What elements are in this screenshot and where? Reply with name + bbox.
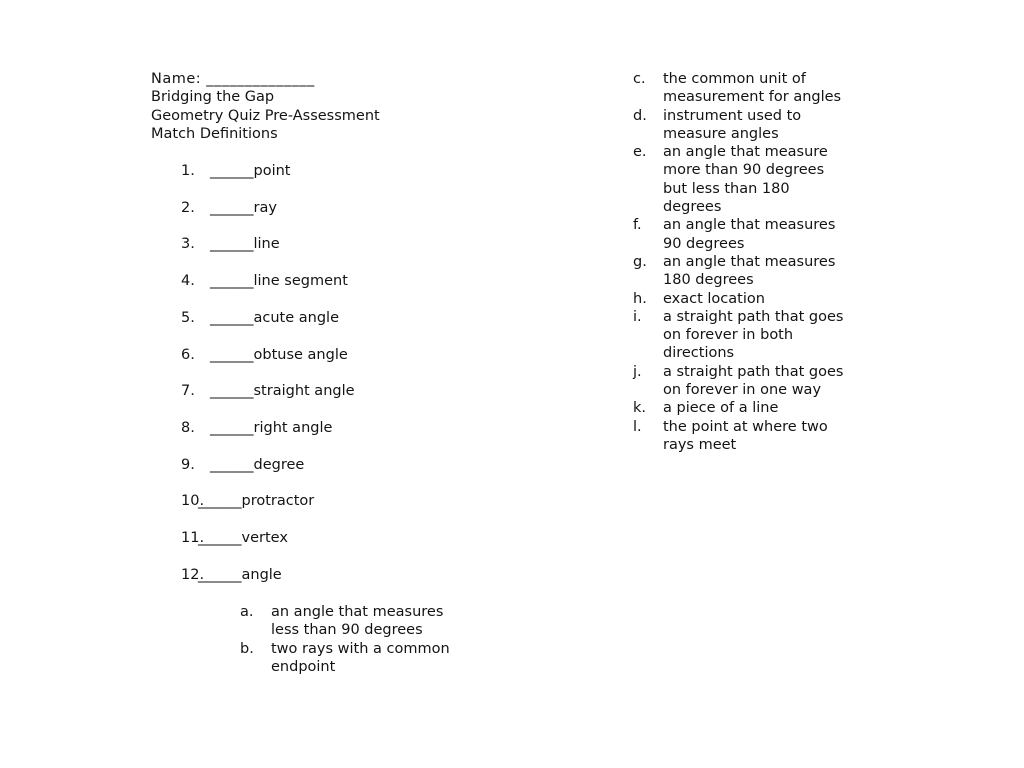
definition-text: 90 degrees: [663, 235, 745, 252]
question-number: 11.: [181, 530, 205, 546]
definition-l: [633, 418, 843, 455]
definition-letter: k.: [633, 400, 647, 417]
definition-j: [633, 363, 843, 400]
question-number: 9.: [181, 457, 195, 473]
definition-text: an angle that measures: [271, 604, 444, 620]
question-number: 3.: [181, 236, 195, 252]
question-7: [181, 382, 355, 400]
question-number: 10.: [181, 493, 205, 509]
answer-blank[interactable]: ______: [210, 236, 254, 252]
question-term: straight angle: [253, 383, 355, 399]
definition-text: less than 90 degrees: [271, 622, 423, 639]
definition-d: [633, 107, 843, 144]
question-3: [181, 235, 280, 253]
question-6: [181, 346, 348, 364]
name-field[interactable]: Name: ______________: [151, 71, 315, 87]
question-11: [181, 529, 288, 547]
definition-a: [240, 603, 450, 640]
question-term: point: [253, 163, 291, 179]
definition-letter: j.: [633, 363, 642, 380]
question-number: 5.: [181, 310, 195, 326]
definition-text: an angle that measures: [663, 217, 836, 234]
question-term: protractor: [241, 493, 315, 509]
definition-text: degrees: [663, 199, 722, 216]
definition-letter: i.: [633, 308, 642, 325]
question-5: [181, 309, 339, 327]
definition-f: [633, 216, 843, 253]
definition-letter: c.: [633, 71, 646, 87]
definition-text: instrument used to: [663, 107, 802, 124]
question-number: 4.: [181, 273, 195, 289]
definitions-list-bottom: [240, 603, 450, 677]
question-term: ray: [253, 200, 277, 216]
question-number: 1.: [181, 163, 195, 179]
answer-blank[interactable]: ______: [210, 347, 254, 363]
definition-k: [633, 399, 843, 417]
definition-letter: h.: [633, 290, 647, 307]
definitions-list-right: [633, 70, 843, 454]
definition-b: [240, 640, 450, 677]
definition-g: [633, 253, 843, 290]
definition-text: a straight path that goes: [663, 363, 844, 380]
definition-text: an angle that measure: [663, 144, 828, 161]
definition-letter: f.: [633, 217, 642, 234]
worksheet-header: [151, 70, 380, 144]
answer-blank[interactable]: ______: [210, 383, 254, 399]
definition-text: directions: [663, 345, 735, 362]
question-1: [181, 162, 290, 180]
question-12: [181, 566, 282, 584]
answer-blank[interactable]: ______: [210, 273, 254, 289]
question-term: vertex: [241, 530, 288, 546]
definition-text: measurement for angles: [663, 89, 842, 106]
question-term: degree: [253, 457, 305, 473]
answer-blank[interactable]: ______: [210, 200, 254, 216]
question-term: line segment: [253, 273, 348, 289]
definition-text: on forever in both: [663, 327, 794, 344]
definition-text: a piece of a line: [663, 400, 779, 417]
definition-e: [633, 143, 843, 216]
definition-text: measure angles: [663, 125, 779, 142]
answer-blank[interactable]: ______: [210, 457, 254, 473]
question-term: acute angle: [253, 310, 339, 326]
definition-text: a straight path that goes: [663, 308, 844, 325]
question-number: 6.: [181, 347, 195, 363]
question-number: 12.: [181, 567, 205, 583]
question-10: [181, 492, 314, 510]
definition-text: rays meet: [663, 436, 737, 453]
definition-text: endpoint: [271, 659, 336, 676]
definition-i: [633, 308, 843, 363]
definition-letter: a.: [240, 604, 254, 620]
definition-text: but less than 180: [663, 180, 790, 197]
question-4: [181, 272, 348, 290]
definition-text: the common unit of: [663, 71, 806, 87]
question-term: angle: [241, 567, 282, 583]
answer-blank[interactable]: ______: [210, 310, 254, 326]
definition-text: 180 degrees: [663, 272, 754, 289]
definition-letter: e.: [633, 144, 647, 161]
question-term: obtuse angle: [253, 347, 348, 363]
definition-letter: d.: [633, 107, 647, 124]
definition-text: exact location: [663, 290, 765, 307]
question-number: 7.: [181, 383, 195, 399]
question-number: 8.: [181, 420, 195, 436]
definition-text: two rays with a common: [271, 640, 450, 657]
definition-c: [633, 70, 843, 107]
question-number: 2.: [181, 200, 195, 216]
definition-h: [633, 290, 843, 308]
worksheet-title: Bridging the Gap: [151, 89, 275, 106]
definition-text: on forever in one way: [663, 382, 822, 399]
answer-blank[interactable]: ______: [198, 530, 242, 546]
answer-blank[interactable]: ______: [198, 567, 242, 583]
question-term: line: [253, 236, 280, 252]
answer-blank[interactable]: ______: [198, 493, 242, 509]
worksheet-subtitle: Geometry Quiz Pre-Assessment: [151, 107, 380, 124]
answer-blank[interactable]: ______: [210, 420, 254, 436]
question-9: [181, 456, 304, 474]
question-term: right angle: [253, 420, 333, 436]
definition-text: the point at where two: [663, 418, 828, 435]
answer-blank[interactable]: ______: [210, 163, 254, 179]
definition-letter: l.: [633, 418, 642, 435]
definition-text: more than 90 degrees: [663, 162, 825, 179]
question-2: [181, 199, 277, 217]
definition-letter: g.: [633, 253, 647, 270]
question-8: [181, 419, 332, 437]
worksheet-instructions: Match Definitions: [151, 126, 278, 143]
definition-letter: b.: [240, 640, 254, 657]
definition-text: an angle that measures: [663, 253, 836, 270]
